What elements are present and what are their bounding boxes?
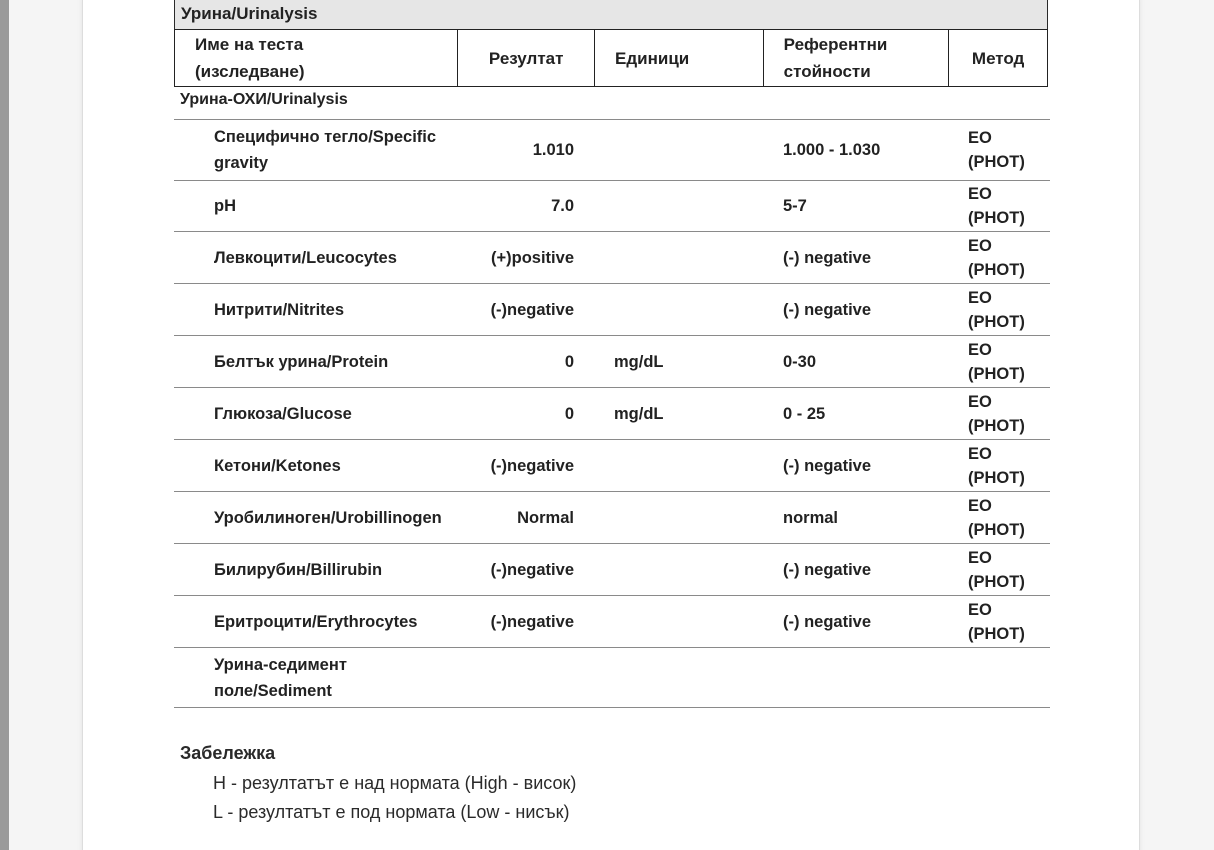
test-name: Нитрити/Nitrites [214, 300, 345, 319]
test-result: (-)negative [490, 612, 574, 631]
table-row [174, 439, 1050, 491]
viewer-left-gutter [0, 0, 9, 850]
test-result: 0 [564, 404, 574, 423]
test-method: ЕО (PHOT) [968, 185, 1025, 227]
test-method: ЕО (PHOT) [968, 600, 1025, 643]
test-method: ЕО (PHOT) [968, 444, 1025, 487]
note-low: L - резултатът е под нормата (Low - нисък) [213, 802, 570, 822]
test-name: Левкоцити/Leucocytes [214, 248, 397, 267]
test-result: 1.010 [532, 141, 574, 159]
test-reference: (-) negative [783, 560, 872, 579]
test-units [614, 440, 764, 491]
test-reference [783, 648, 963, 707]
test-result: 0 [564, 352, 574, 371]
test-name: Специфично тегло/Specific gravity [214, 128, 437, 172]
test-method: ЕО (PHOT) [968, 236, 1025, 279]
test-name: Билирубин/Billirubin [214, 560, 383, 579]
table-row [174, 647, 1050, 708]
test-name: Урина-седимент поле/Sediment [214, 655, 347, 700]
test-method: ЕО (PHOT) [968, 548, 1025, 591]
test-name: Еритроцити/Erythrocytes [214, 612, 418, 631]
notes-title: Забележка [180, 743, 276, 763]
test-name: Белтък урина/Protein [214, 352, 389, 371]
test-reference: normal [783, 508, 839, 527]
section-title: Урина/Urinalysis [174, 0, 1048, 29]
test-result [458, 648, 574, 707]
test-units: mg/dL [614, 404, 664, 423]
test-units [614, 181, 764, 231]
test-result: (-)negative [490, 560, 574, 579]
group-label: Урина-ОХИ/Urinalysis [180, 91, 348, 108]
test-result: (-)negative [490, 300, 574, 319]
header-test-name: Име на теста (изследване) [175, 30, 458, 86]
test-reference: 0 - 25 [783, 404, 826, 423]
test-units [614, 232, 764, 283]
test-units [614, 648, 764, 707]
test-reference: (-) negative [783, 300, 872, 319]
test-reference: (-) negative [783, 248, 872, 267]
test-name: Кетони/Ketones [214, 456, 341, 475]
test-method: ЕО (PHOT) [968, 288, 1025, 331]
test-units [614, 284, 764, 335]
test-name: Глюкоза/Glucose [214, 404, 352, 423]
table-row [174, 335, 1050, 387]
test-method [968, 648, 1050, 707]
test-units [614, 120, 764, 180]
test-result: 7.0 [551, 197, 574, 215]
test-result: Normal [517, 508, 574, 527]
table-row [174, 283, 1050, 335]
table-row [174, 543, 1050, 595]
header-result: Резултат [458, 30, 595, 86]
table-row [174, 180, 1050, 231]
test-reference: (-) negative [783, 456, 872, 475]
test-method: ЕО (PHOT) [968, 129, 1025, 171]
table-row [174, 595, 1050, 647]
test-method: ЕО (PHOT) [968, 496, 1025, 539]
header-method: Метод [971, 48, 1025, 68]
table-row [174, 387, 1050, 439]
test-reference: 0-30 [783, 352, 817, 371]
test-method: ЕО (PHOT) [968, 340, 1025, 383]
table-row [174, 231, 1050, 283]
test-units [614, 492, 764, 543]
test-reference: 1.000 - 1.030 [783, 141, 881, 159]
note-high: H - резултатът е над нормата (High - висок) [213, 773, 577, 793]
header-units: Единици [595, 30, 764, 86]
table-row [174, 491, 1050, 543]
test-result: (+)positive [491, 248, 574, 267]
test-result: (-)negative [490, 456, 574, 475]
test-name: Уробилиноген/Urobillinogen [214, 508, 442, 527]
header-reference: Референтни стойности [764, 30, 950, 86]
test-name: pH [214, 197, 236, 215]
table-row [174, 119, 1050, 180]
results-table-body [174, 119, 1050, 708]
test-units [614, 596, 764, 647]
test-units: mg/dL [614, 352, 664, 371]
test-reference: 5-7 [783, 197, 807, 215]
table-header [174, 29, 1048, 87]
test-method: ЕО (PHOT) [968, 392, 1025, 435]
test-units [614, 544, 764, 595]
test-reference: (-) negative [783, 612, 872, 631]
